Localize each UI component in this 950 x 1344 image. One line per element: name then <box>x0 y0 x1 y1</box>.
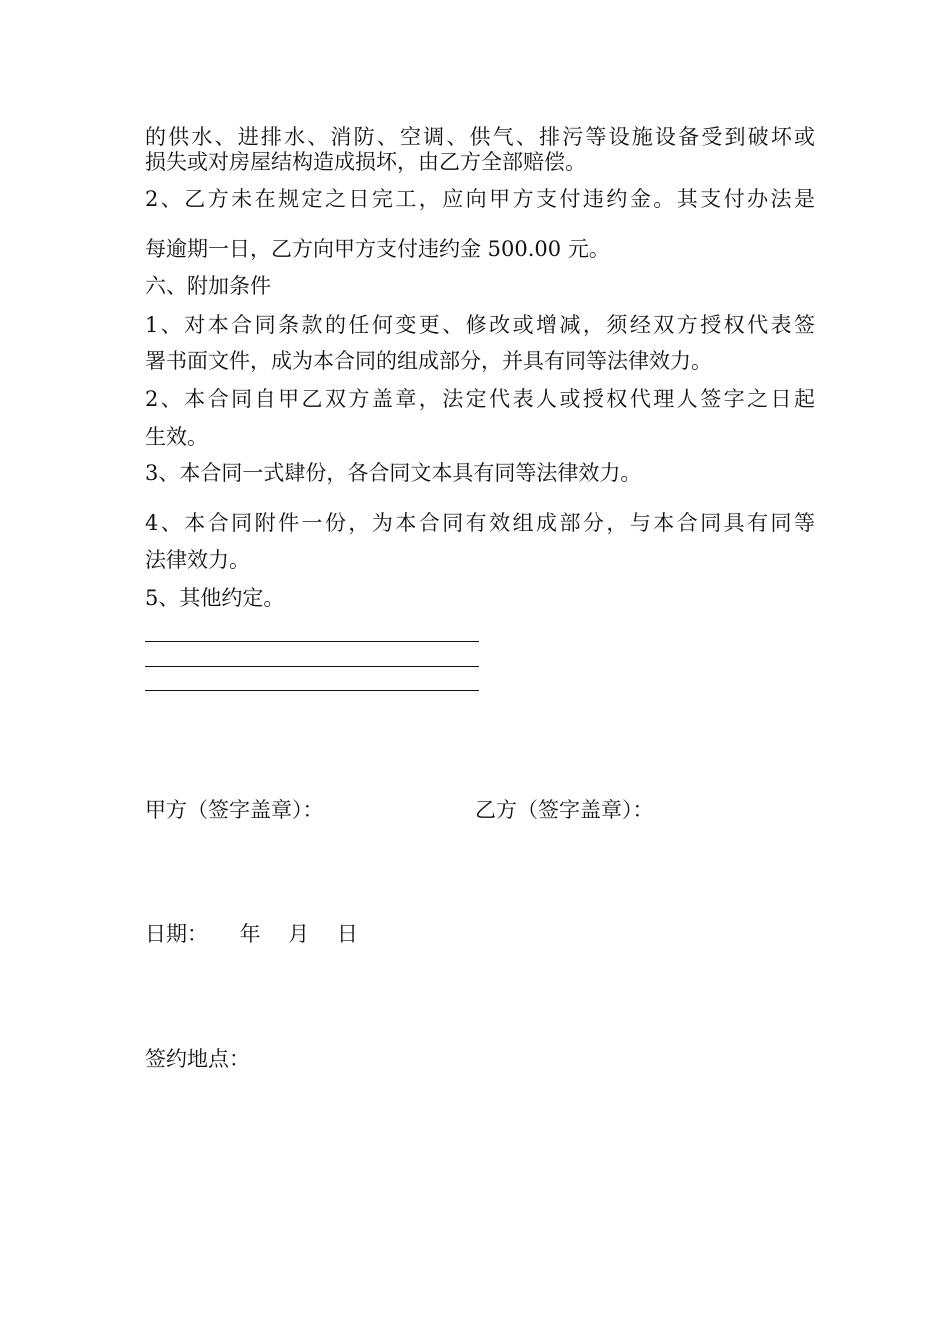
party-a-signature-label: 甲方（签字盖章）： <box>145 798 324 822</box>
paragraph-line: 损失或对房屋结构造成损坏，由乙方全部赔偿。 <box>145 150 586 174</box>
paragraph-line: 2、乙方未在规定之日完工，应向甲方支付违约金。其支付办法是 <box>145 187 815 211</box>
paragraph-line: 2、本合同自甲乙双方盖章，法定代表人或授权代理人签字之日起 <box>145 387 815 411</box>
section-heading: 六、附加条件 <box>145 274 271 298</box>
paragraph-line: 署书面文件，成为本合同的组成部分，并具有同等法律效力。 <box>145 349 712 373</box>
fill-in-line <box>145 666 479 667</box>
paragraph-line: 1、对本合同条款的任何变更、修改或增减，须经双方授权代表签 <box>145 313 815 337</box>
fill-in-line <box>145 641 479 642</box>
party-b-signature-label: 乙方（签字盖章）： <box>475 798 654 822</box>
paragraph-line: 生效。 <box>145 425 208 449</box>
date-label: 日期： 年 月 日 <box>145 922 358 946</box>
paragraph-line: 4、本合同附件一份，为本合同有效组成部分，与本合同具有同等 <box>145 511 815 535</box>
paragraph-line: 5、其他约定。 <box>145 586 285 610</box>
paragraph-line: 每逾期一日，乙方向甲方支付违约金 500.00 元。 <box>145 237 610 261</box>
fill-in-line <box>145 690 479 691</box>
paragraph-line: 3、本合同一式肆份，各合同文本具有同等法律效力。 <box>145 461 642 485</box>
paragraph-line: 的供水、进排水、消防、空调、供气、排污等设施设备受到破坏或 <box>145 125 815 149</box>
signing-place-label: 签约地点： <box>145 1047 250 1071</box>
paragraph-line: 法律效力。 <box>145 548 250 572</box>
